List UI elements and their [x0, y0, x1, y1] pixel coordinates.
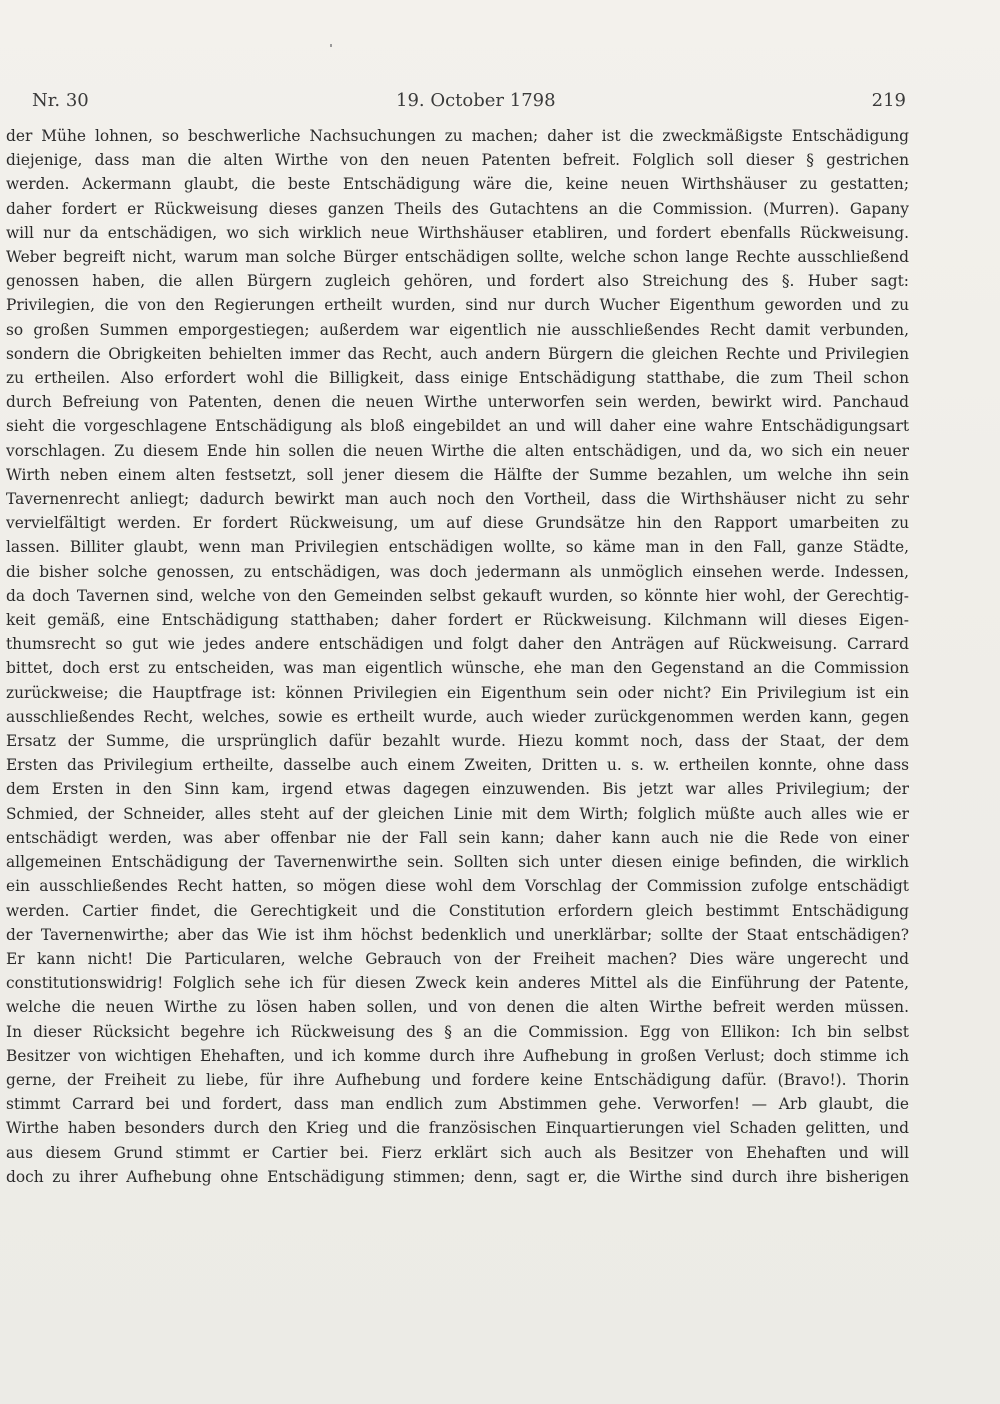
text-line: die bisher solche genossen, zu entschädigen, was doch jedermann als unmöglich einsehen werde. Indessen, — [6, 562, 909, 581]
text-line: dem Ersten in den Sinn kam, irgend etwas dagegen einzuwenden. Bis jetzt war alles Privilegium; der — [6, 780, 909, 799]
text-line: ausschließendes Recht, welches, sowie es ertheilt wurde, auch wieder zurückgenommen werden kann, gegen — [6, 707, 909, 726]
text-line: ein ausschließendes Recht hatten, so mögen diese wohl dem Vorschlag der Commission zufolge entschädigt — [6, 877, 909, 896]
body-text — [6, 124, 909, 1189]
text-line: Wirth neben einem alten festsetzt, soll jener diesem die Hälfte der Summe bezahlen, um welche ihn sein — [6, 465, 909, 484]
text-line: Schmied, der Schneider, alles steht auf der gleichen Linie mit dem Wirth; folglich müßte auch alles wie er — [6, 804, 909, 823]
text-line: In dieser Rücksicht begehre ich Rückweisung des § an die Commission. Egg von Ellikon: Ich bin selbst — [6, 1022, 909, 1041]
text-line: werden. Cartier findet, die Gerechtigkeit und die Constitution erfordern gleich bestimmt Entschädigung — [6, 901, 909, 920]
text-line: Privilegien, die von den Regierungen ertheilt wurden, sind nur durch Wucher Eigenthum geworden und zu — [6, 296, 909, 315]
text-line: Er kann nicht! Die Particularen, welche Gebrauch von der Freiheit machen? Dies wäre ungerecht und — [6, 949, 909, 968]
text-line: vorschlagen. Zu diesem Ende hin sollen die neuen Wirthe die alten entschädigen, und da, wo sich ein neuer — [6, 441, 909, 460]
text-line: Ersatz der Summe, die ursprünglich dafür bezahlt wurde. Hiezu kommt noch, dass der Staat, der dem — [6, 732, 909, 751]
text-line: genossen haben, die allen Bürgern zugleich gehören, und fordert also Streichung des §. Huber sagt: — [6, 272, 909, 291]
text-line: so großen Summen emporgestiegen; außerdem war eigentlich nie ausschließendes Recht damit verbunden, — [6, 320, 909, 339]
text-line: doch zu ihrer Aufhebung ohne Entschädigung stimmen; denn, sagt er, die Wirthe sind durch ihre bisherigen — [6, 1167, 909, 1186]
text-line: diejenige, dass man die alten Wirthe von den neuen Patenten befreit. Folglich soll dieser § gestrichen — [6, 151, 909, 170]
paper-speck — [330, 44, 332, 47]
text-line: entschädigt werden, was aber offenbar nie der Fall sein kann; daher kann auch nie die Rede von einer — [6, 828, 909, 847]
text-line: will nur da entschädigen, wo sich wirklich neue Wirthshäuser etabliren, und fordert ebenfalls Rückweisung. — [6, 223, 909, 242]
text-line: stimmt Carrard bei und fordert, dass man endlich zum Abstimmen gehe. Verworfen! — Arb glaubt, die — [6, 1095, 909, 1114]
text-line: keit gemäß, eine Entschädigung statthaben; daher fordert er Rückweisung. Kilchmann will dieses Eigen- — [6, 611, 909, 630]
text-line: zu ertheilen. Also erfordert wohl die Billigkeit, dass einige Entschädigung statthabe, die zum Theil schon — [6, 369, 909, 388]
text-line: aus diesem Grund stimmt er Cartier bei. Fierz erklärt sich auch als Besitzer von Ehehaften und will — [6, 1143, 909, 1162]
text-line: constitutionswidrig! Folglich sehe ich für diesen Zweck kein anderes Mittel als die Einführung der Patente, — [6, 974, 909, 993]
text-line: sondern die Obrigkeiten behielten immer das Recht, auch andern Bürgern die gleichen Rechte und Privilegien — [6, 344, 909, 363]
text-line: gerne, der Freiheit zu liebe, für ihre Aufhebung und fordere keine Entschädigung dafür. (Bravo!). Thorin — [6, 1070, 909, 1089]
text-line: durch Befreiung von Patenten, denen die neuen Wirthe unterworfen sein werden, bewirkt wird. Panchaud — [6, 393, 909, 412]
text-line: Besitzer von wichtigen Ehehaften, und ich komme durch ihre Aufhebung in großen Verlust; doch stimme ich — [6, 1046, 909, 1065]
text-line: da doch Tavernen sind, welche von den Gemeinden selbst gekauft wurden, so könnte hier wohl, der Gerechtig- — [6, 586, 909, 605]
text-line: welche die neuen Wirthe zu lösen haben sollen, und von denen die alten Wirthe befreit werden müssen. — [6, 998, 909, 1017]
page-number: 219 — [871, 90, 906, 111]
text-line: allgemeinen Entschädigung der Tavernenwirthe sein. Sollten sich unter diesen einige befinden, die wirklich — [6, 853, 909, 872]
issue-number: Nr. 30 — [32, 90, 89, 111]
text-line: Ersten das Privilegium ertheilte, dasselbe auch einem Zweiten, Dritten u. s. w. ertheilen konnte, ohne dass — [6, 756, 909, 775]
text-line: lassen. Billiter glaubt, wenn man Privilegien entschädigen wollte, so käme man in den Fall, ganze Städte, — [6, 538, 909, 557]
text-line: Wirthe haben besonders durch den Krieg und die französischen Einquartierungen viel Schaden gelitten, und — [6, 1119, 909, 1138]
text-line: der Tavernenwirthe; aber das Wie ist ihm höchst bedenklich und unerklärbar; sollte der Staat entschädigen? — [6, 925, 909, 944]
text-line: daher fordert er Rückweisung dieses ganzen Theils des Gutachtens an die Commission. (Murren). Gapany — [6, 199, 909, 218]
text-line: zurückweise; die Hauptfrage ist: können Privilegien ein Eigenthum sein oder nicht? Ein Privilegium ist ein — [6, 683, 909, 702]
text-line: sieht die vorgeschlagene Entschädigung als bloß eingebildet an und will daher eine wahre Entschädigungsart — [6, 417, 909, 436]
text-line: werden. Ackermann glaubt, die beste Entschädigung wäre die, keine neuen Wirthshäuser zu gestatten; — [6, 175, 909, 194]
running-header — [6, 90, 906, 116]
header-date: 19. October 1798 — [396, 90, 556, 111]
text-line: vervielfältigt werden. Er fordert Rückweisung, um auf diese Grundsätze hin den Rapport umarbeiten zu — [6, 514, 909, 533]
text-line: der Mühe lohnen, so beschwerliche Nachsuchungen zu machen; daher ist die zweckmäßigste Entschädigung — [6, 127, 909, 145]
text-line: thumsrecht so gut wie jedes andere entschädigen und folgt daher den Anträgen auf Rückweisung. Carrard — [6, 635, 909, 654]
text-line: Tavernenrecht anliegt; dadurch bewirkt man auch noch den Vortheil, dass die Wirthshäuser nicht zu sehr — [6, 490, 909, 509]
text-line: bittet, doch erst zu entscheiden, was man eigentlich wünsche, ehe man den Gegenstand an die Commission — [6, 659, 909, 678]
text-line: Weber begreift nicht, warum man solche Bürger entschädigen sollte, welche schon lange Rechte ausschließend — [6, 248, 909, 267]
